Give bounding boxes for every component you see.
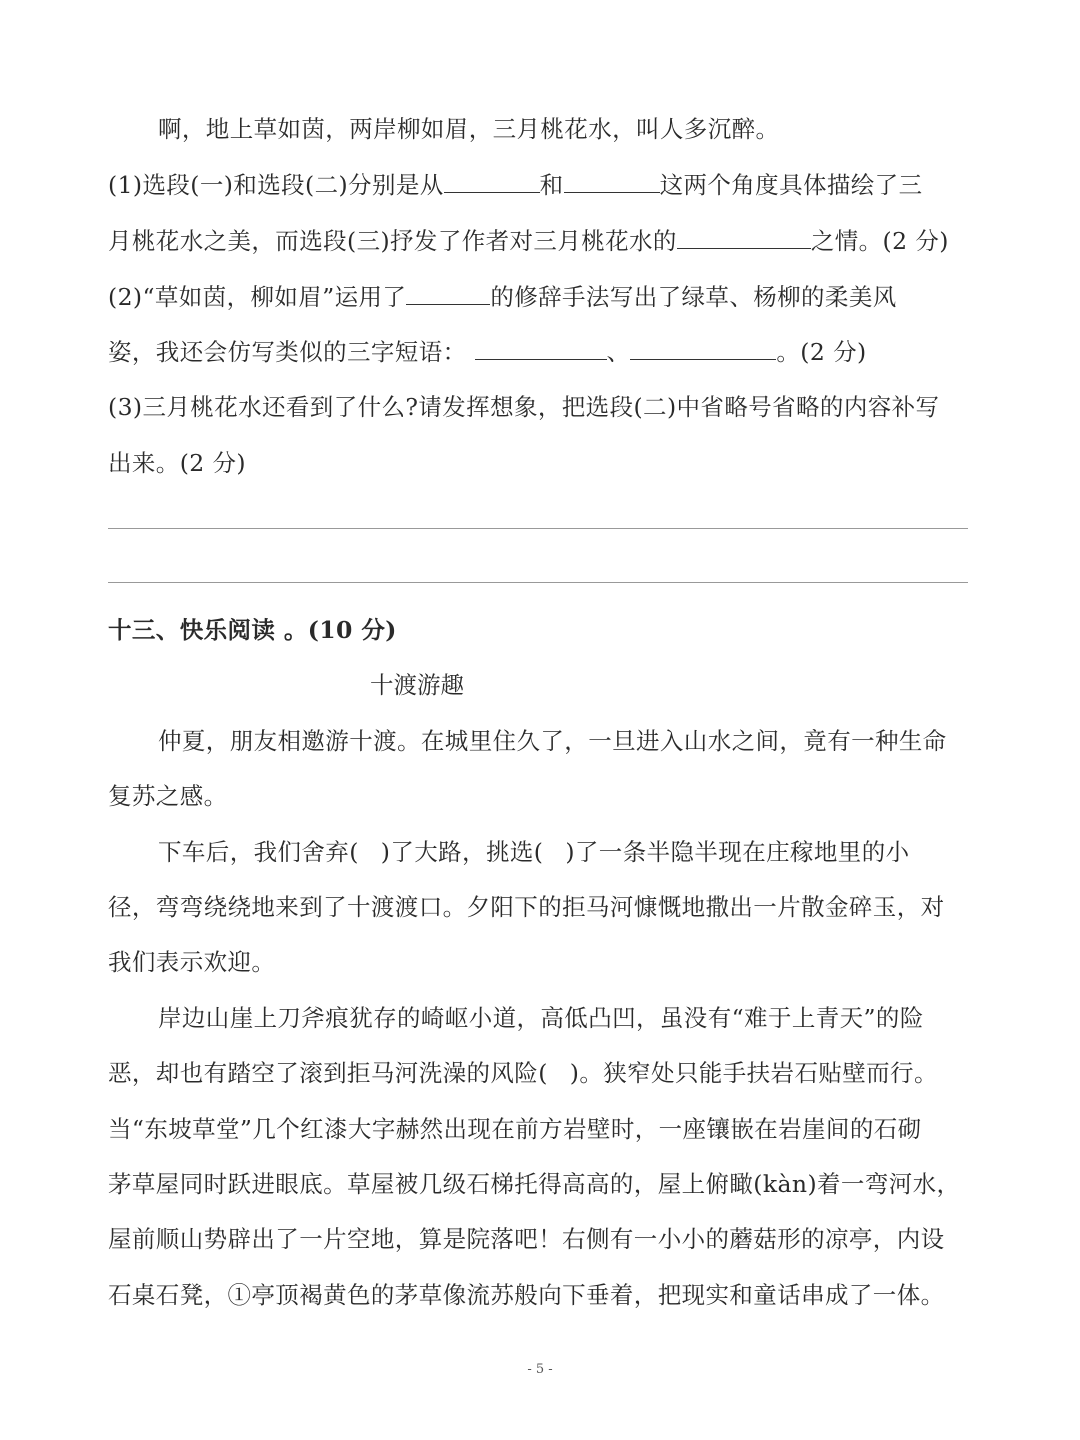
poem-closing-line: 啊，地上草如茵，两岸柳如眉，三月桃花水，叫人多沉醉。 <box>158 115 780 143</box>
question-1-text-d: 月桃花水之美，而选段(三)抒发了作者对三月桃花水的 <box>108 227 677 255</box>
paragraph-3-line-6: 石桌石凳，①亭顶褐黄色的茅草像流苏般向下垂着，把现实和童话串成了一体。 <box>108 1281 945 1309</box>
answer-writing-line-2[interactable] <box>108 582 968 583</box>
page-number: - 5 - <box>527 1362 553 1377</box>
question-3-line-2: 出来。(2 分) <box>108 449 246 477</box>
answer-blank-2b[interactable] <box>475 337 607 360</box>
paragraph-3-line-3: 当“东坡草堂”几个红漆大字赫然出现在前方岩壁时，一座镶嵌在岩崖间的石砌 <box>108 1115 922 1143</box>
paragraph-1-line-2: 复苏之感。 <box>108 782 228 810</box>
paragraph-3-line-5: 屋前顺山势辟出了一片空地，算是院落吧！右侧有一小小的蘑菇形的凉亭，内设 <box>108 1225 945 1253</box>
answer-blank-2c[interactable] <box>630 337 776 360</box>
paragraph-3-text-a: 恶，却也有踏空了滚到拒马河洗澡的风险( <box>108 1059 548 1087</box>
paragraph-3-line-2 <box>108 1056 978 1090</box>
question-1-line-1 <box>108 168 978 202</box>
question-2-text-b: 的修辞手法写出了绿草、杨柳的柔美风 <box>490 283 897 311</box>
paragraph-2-line-1 <box>158 835 978 869</box>
question-1-text-a: (1)选段(一)和选段(二)分别是从 <box>108 171 444 199</box>
paragraph-3-text-b: )。狭窄处只能手扶岩石贴壁而行。 <box>569 1059 938 1087</box>
question-2-text-e: 。(2 分) <box>776 338 867 366</box>
question-2-line-1 <box>108 280 978 314</box>
paragraph-2-text-c: )了一条半隐半现在庄稼地里的小 <box>565 838 910 866</box>
paragraph-3-line-1: 岸边山崖上刀斧痕犹存的崎岖小道，高低凸凹，虽没有“难于上青天”的险 <box>158 1004 924 1032</box>
question-1-text-b: 和 <box>539 171 564 199</box>
question-3-line-1: (3)三月桃花水还看到了什么?请发挥想象，把选段(二)中省略号省略的内容补写 <box>108 393 940 421</box>
passage-title: 十渡游趣 <box>370 671 464 699</box>
question-2-text-a: (2)“草如茵，柳如眉”运用了 <box>108 283 407 311</box>
answer-blank-1c[interactable] <box>677 226 811 249</box>
paragraph-3-line-4: 茅草屋同时跃进眼底。草屋被几级石梯托得高高的，屋上俯瞰(kàn)着一弯河水， <box>108 1170 961 1198</box>
paragraph-2-text-b: )了大路，挑选( <box>380 838 544 866</box>
paragraph-2-text-a: 下车后，我们舍弃( <box>158 838 359 866</box>
question-1-text-c: 这两个角度具体描绘了三 <box>659 171 923 199</box>
question-1-line-2 <box>108 224 978 258</box>
answer-blank-1a[interactable] <box>444 170 540 193</box>
paragraph-2-line-2: 径，弯弯绕绕地来到了十渡渡口。夕阳下的拒马河慷慨地撒出一片散金碎玉，对 <box>108 893 945 921</box>
question-2-text-d: 、 <box>606 338 631 366</box>
question-1-text-e: 之情。(2 分) <box>810 227 949 255</box>
paragraph-2-line-3: 我们表示欢迎。 <box>108 948 276 976</box>
answer-blank-1b[interactable] <box>564 170 660 193</box>
question-2-text-c: 姿，我还会仿写类似的三字短语： <box>108 338 467 366</box>
section-13-heading: 十三、快乐阅读 。(10 分) <box>108 616 397 644</box>
answer-blank-2a[interactable] <box>406 282 490 305</box>
question-2-line-2 <box>108 335 978 369</box>
answer-writing-line-1[interactable] <box>108 528 968 529</box>
paragraph-1-line-1: 仲夏，朋友相邀游十渡。在城里住久了，一旦进入山水之间，竟有一种生命 <box>158 727 947 755</box>
